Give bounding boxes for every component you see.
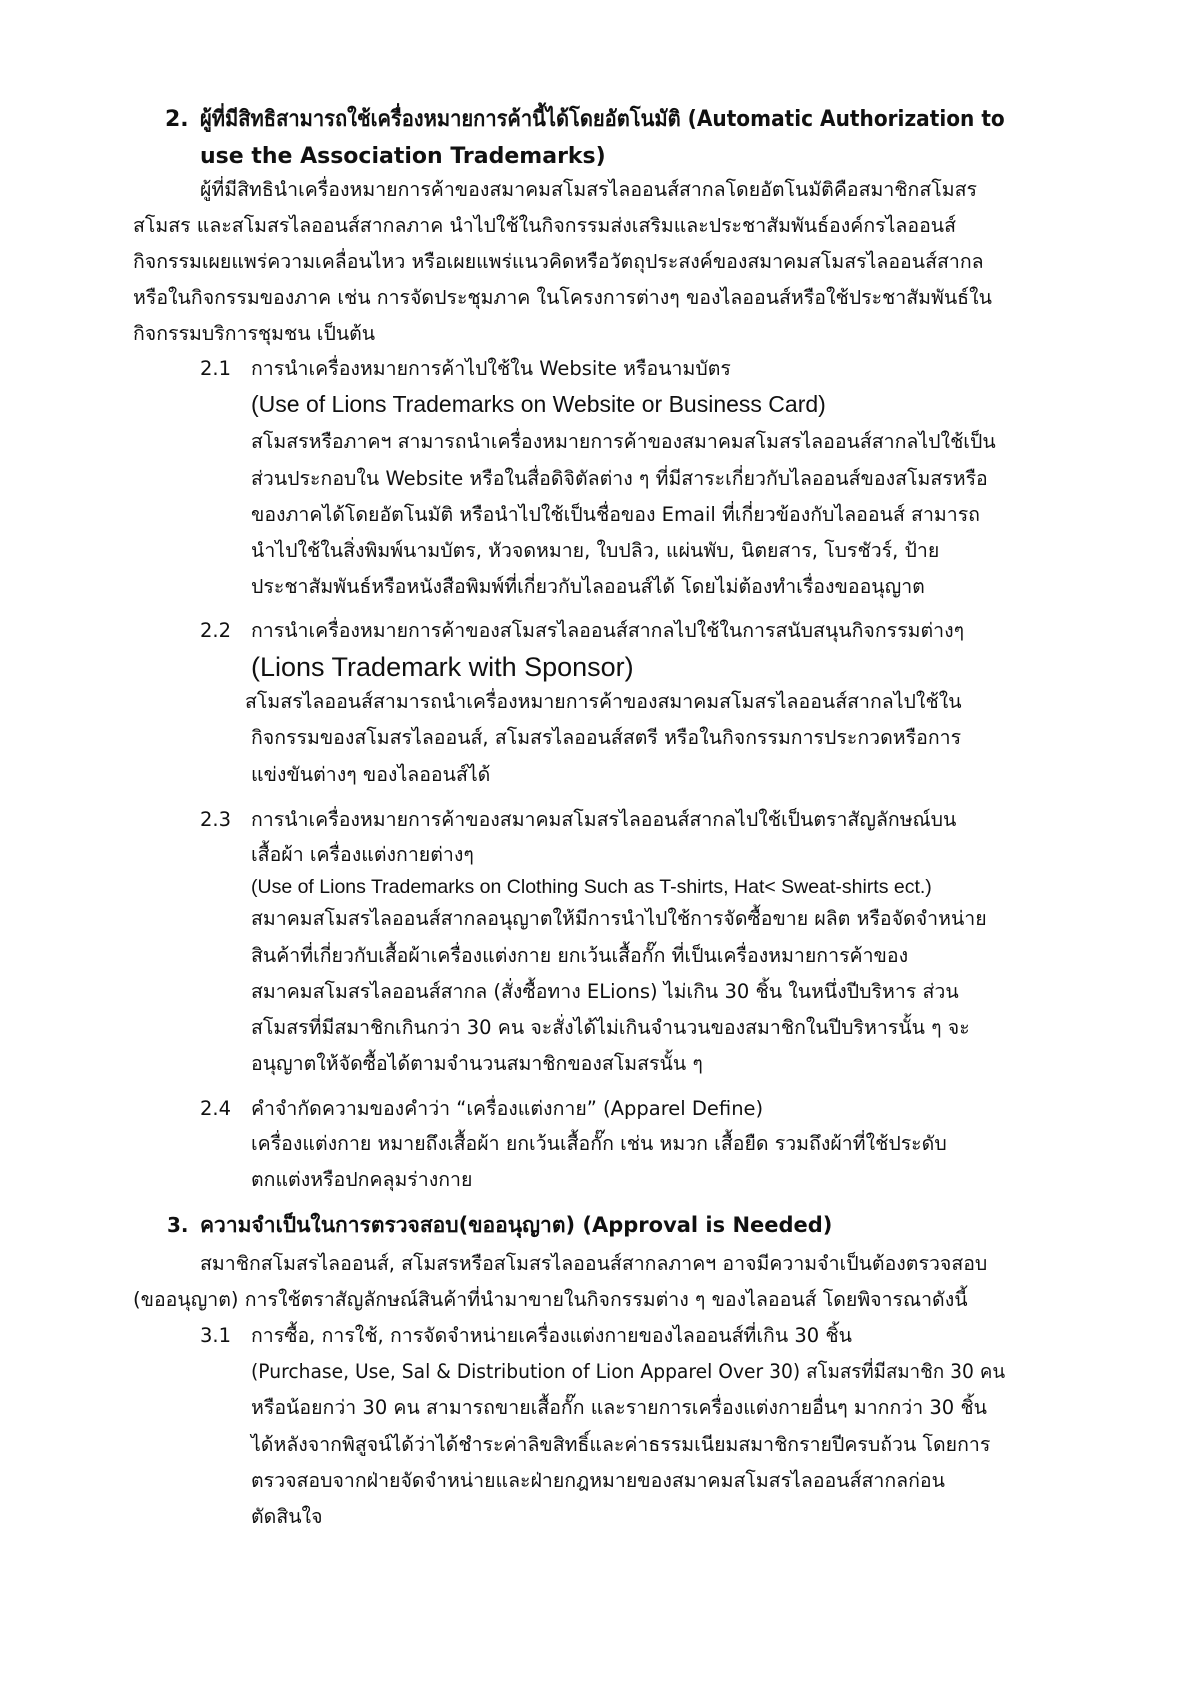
subsection-2-2-body-line-3: แข่งขันต่างๆ ของไลออนส์ได้ (251, 763, 491, 786)
subsection-2-2-number: 2.2 (200, 619, 232, 642)
subsection-2-3-title-line-2: เสื้อผ้า เครื่องแต่งกายต่างๆ (251, 843, 474, 866)
section-2-paragraph-line-4: หรือในกิจกรรมของภาค เช่น การจัดประชุมภาค ในโครงการต่างๆ ของไลออนส์หรือใช้ประชาสัมพันธ์ใน (133, 286, 992, 309)
subsection-2-1-body-line-1: สโมสรหรือภาคฯ สามารถนำเครื่องหมายการค้าของสมาคมสโมสรไลออนส์สากลไปใช้เป็น (251, 430, 996, 453)
subsection-2-4-body-line-2: ตกแต่งหรือปกคลุมร่างกาย (251, 1168, 473, 1191)
subsection-3-1-body-line-1: (Purchase, Use, Sal & Distribution of Lion Apparel Over 30) สโมสรที่มีสมาชิก 30 คน (251, 1360, 1006, 1383)
section-2-heading-line-2: use the Association Trademarks) (200, 144, 606, 169)
section-3-paragraph-line-1: สมาชิกสโมสรไลออนส์, สโมสรหรือสโมสรไลออนส์สากลภาคฯ อาจมีความจำเป็นต้องตรวจสอบ (200, 1252, 988, 1275)
subsection-2-1-body-line-5: ประชาสัมพันธ์หรือหนังสือพิมพ์ที่เกี่ยวกับไลออนส์ได้ โดยไม่ต้องทำเรื่องขออนุญาต (251, 575, 925, 598)
section-2-paragraph-line-3: กิจกรรมเผยแพร่ความเคลื่อนไหว หรือเผยแพร่แนวคิดหรือวัตถุประสงค์ของสมาคมสโมสรไลออนส์สากล (133, 250, 984, 273)
section-3-heading: ความจำเป็นในการตรวจสอบ(ขออนุญาต) (Approval is Needed) (200, 1213, 833, 1237)
subsection-2-1-english-title: (Use of Lions Trademarks on Website or Business Card) (251, 391, 826, 417)
subsection-2-3-number: 2.3 (200, 808, 232, 831)
subsection-3-1-body-line-3: ได้หลังจากพิสูจน์ได้ว่าได้ชำระค่าลิขสิทธิ์และค่าธรรมเนียมสมาชิกรายปีครบถ้วน โดยการ (251, 1433, 991, 1456)
subsection-2-3-english-title: (Use of Lions Trademarks on Clothing Such as T-shirts, Hat< Sweat-shirts ect.) (251, 876, 932, 898)
subsection-2-4-number: 2.4 (200, 1097, 232, 1120)
subsection-2-1-body-line-4: นำไปใช้ในสิ่งพิมพ์นามบัตร, หัวจดหมาย, ใบปลิว, แผ่นพับ, นิตยสาร, โบรชัวร์, ป้าย (251, 539, 940, 562)
section-3-paragraph-line-2: (ขออนุญาต) การใช้ตราสัญลักษณ์สินค้าที่นำมาขายในกิจกรรมต่าง ๆ ของไลออนส์ โดยพิจารณาดังนี้ (133, 1288, 968, 1311)
subsection-2-1-body-line-3: ของภาคได้โดยอัตโนมัติ หรือนำไปใช้เป็นชื่อของ Email ที่เกี่ยวข้องกับไลออนส์ สามารถ (251, 503, 980, 526)
section-2-number: 2. (165, 107, 189, 132)
section-2-paragraph-line-1: ผู้ที่มีสิทธินำเครื่องหมายการค้าของสมาคมสโมสรไลออนส์สากลโดยอัตโนมัติคือสมาชิกสโมสร (200, 178, 977, 201)
subsection-3-1-body-line-2: หรือน้อยกว่า 30 คน สามารถขายเสื้อกั๊ก และรายการเครื่องแต่งกายอื่นๆ มากกว่า 30 ชิ้น (251, 1396, 987, 1419)
subsection-2-2-title: การนำเครื่องหมายการค้าของสโมสรไลออนส์สากลไปใช้ในการสนับสนุนกิจกรรมต่างๆ (251, 619, 965, 642)
subsection-2-3-body-line-2: สินค้าที่เกี่ยวกับเสื้อผ้าเครื่องแต่งกาย ยกเว้นเสื้อกั๊ก ที่เป็นเครื่องหมายการค้าของ (251, 944, 909, 967)
subsection-2-3-body-line-4: สโมสรที่มีสมาชิกเกินกว่า 30 คน จะสั่งได้ไม่เกินจำนวนของสมาชิกในปีบริหารนั้น ๆ จะ (251, 1016, 970, 1039)
subsection-3-1-body-line-5: ตัดสินใจ (251, 1505, 323, 1528)
subsection-3-1-body-line-4: ตรวจสอบจากฝ่ายจัดจำหน่ายและฝ่ายกฎหมายของสมาคมสโมสรไลออนส์สากลก่อน (251, 1469, 945, 1492)
subsection-2-1-title: การนำเครื่องหมายการค้าไปใช้ใน Website หรือนามบัตร (251, 357, 731, 380)
section-2-paragraph-line-2: สโมสร และสโมสรไลออนส์สากลภาค นำไปใช้ในกิจกรรมส่งเสริมและประชาสัมพันธ์องค์กรไลออนส์ (133, 214, 957, 237)
subsection-2-1-number: 2.1 (200, 357, 232, 380)
subsection-3-1-title: การซื้อ, การใช้, การจัดจำหน่ายเครื่องแต่งกายของไลออนส์ที่เกิน 30 ชิ้น (251, 1324, 852, 1347)
section-3-number: 3. (167, 1213, 189, 1237)
subsection-2-3-body-line-1: สมาคมสโมสรไลออนส์สากลอนุญาตให้มีการนำไปใช้การจัดซื้อขาย ผลิต หรือจัดจำหน่าย (251, 907, 987, 930)
subsection-2-3-body-line-5: อนุญาตให้จัดซื้อได้ตามจำนวนสมาชิกของสโมสรนั้น ๆ (251, 1052, 703, 1075)
subsection-2-2-body-line-2: กิจกรรมของสโมสรไลออนส์, สโมสรไลออนส์สตรี หรือในกิจกรรมการประกวดหรือการ (251, 726, 962, 749)
subsection-2-3-body-line-3: สมาคมสโมสรไลออนส์สากล (สั่งซื้อทาง ELions) ไม่เกิน 30 ชิ้น ในหนึ่งปีบริหาร ส่วน (251, 980, 959, 1003)
subsection-2-4-body-line-1: เครื่องแต่งกาย หมายถึงเสื้อผ้า ยกเว้นเสื้อกั๊ก เช่น หมวก เสื้อยืด รวมถึงผ้าที่ใช้ประดับ (251, 1132, 947, 1155)
section-2-heading-line-1: ผู้ที่มีสิทธิสามารถใช้เครื่องหมายการค้านี้ได้โดยอัตโนมัติ (Automatic Authorization to (200, 107, 1005, 132)
subsection-2-4-title: คำจำกัดความของคำว่า “เครื่องแต่งกาย” (Apparel Define) (251, 1097, 764, 1120)
section-2-paragraph-line-5: กิจกรรมบริการชุมชน เป็นต้น (133, 322, 376, 345)
subsection-2-2-english-title: (Lions Trademark with Sponsor) (251, 652, 634, 682)
subsection-2-2-body-line-1: สโมสรไลออนส์สามารถนำเครื่องหมายการค้าของสมาคมสโมสรไลออนส์สากลไปใช้ใน (245, 690, 962, 713)
subsection-3-1-number: 3.1 (200, 1324, 232, 1347)
subsection-2-3-title-line-1: การนำเครื่องหมายการค้าของสมาคมสโมสรไลออนส์สากลไปใช้เป็นตราสัญลักษณ์บน (251, 808, 957, 831)
subsection-2-1-body-line-2: ส่วนประกอบใน Website หรือในสื่อดิจิตัลต่าง ๆ ที่มีสาระเกี่ยวกับไลออนส์ของสโมสรหรือ (251, 467, 988, 490)
